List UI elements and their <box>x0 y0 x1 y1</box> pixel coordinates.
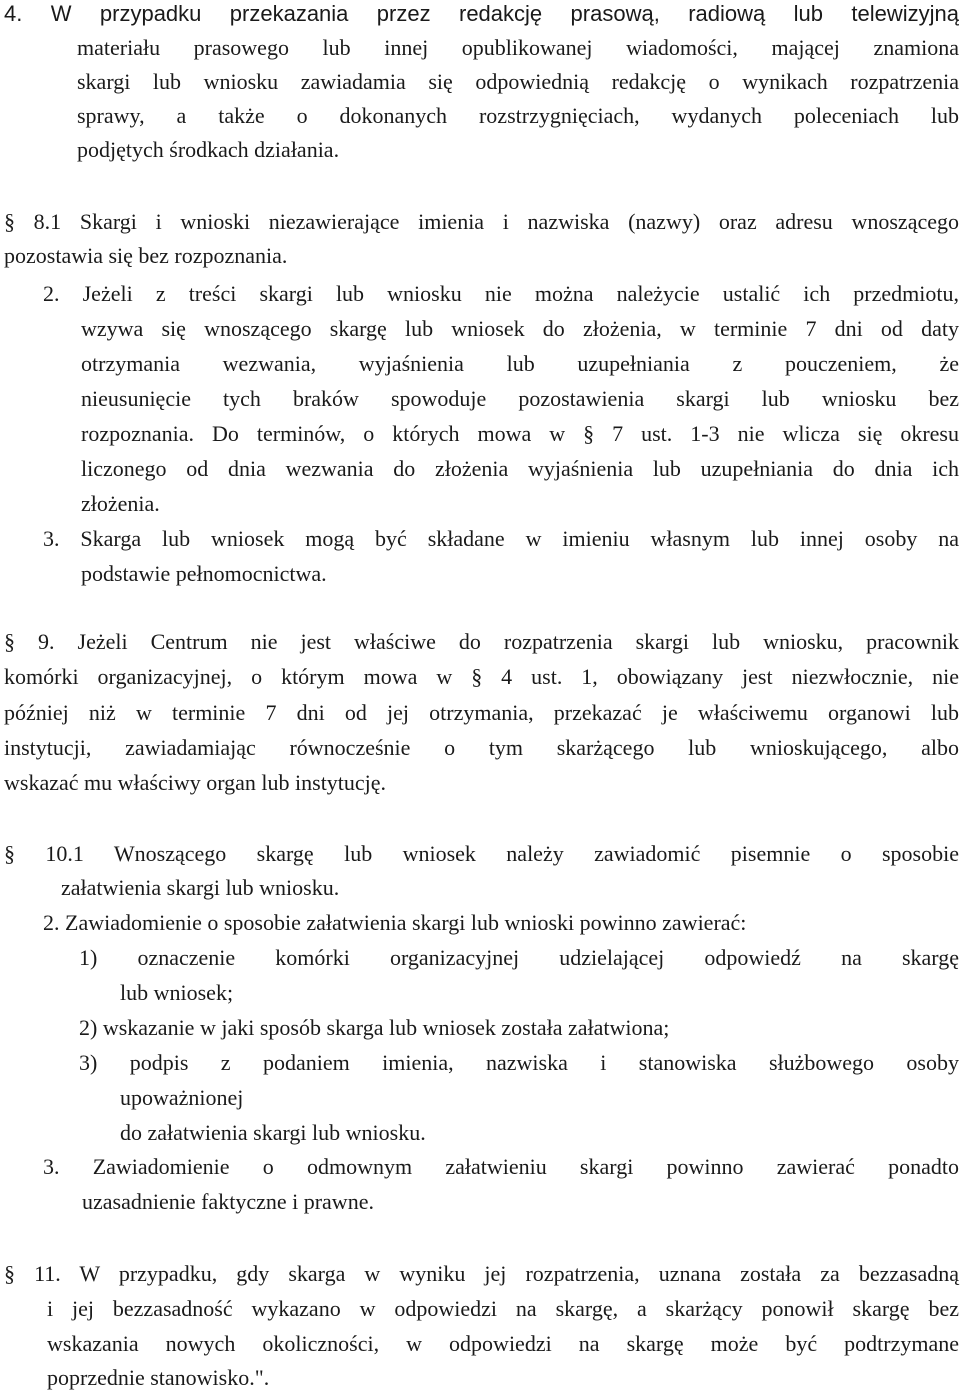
paragraph-line: później niż w terminie 7 dni od jej otrzymania, przekazać je właściwemu organowi lub <box>4 700 959 725</box>
paragraph-line: poprzednie stanowisko.". <box>47 1365 270 1390</box>
list-item: 2) wskazanie w jaki sposób skarga lub wniosek została załatwiona; <box>79 1015 670 1040</box>
paragraph-line: sprawy, a także o dokonanych rozstrzygnięciach, wydanych poleceniach lub <box>77 103 959 128</box>
paragraph-line: wskazać mu właściwy organ lub instytucję. <box>4 770 387 795</box>
section-heading-line: § 11. W przypadku, gdy skarga w wyniku jej rozpatrzenia, uznana została za bezzasadną <box>4 1261 959 1286</box>
paragraph-line: 4. W przypadku przekazania przez redakcję prasową, radiową lub telewizyjną <box>4 1 959 26</box>
paragraph-line: złożenia. <box>81 491 160 516</box>
section-heading-line: § 9. Jeżeli Centrum nie jest właściwe do rozpatrzenia skargi lub wniosku, pracownik <box>4 629 959 654</box>
list-item: 1) oznaczenie komórki organizacyjnej udzielającej odpowiedź na skargę <box>79 945 959 970</box>
paragraph-line: podstawie pełnomocnictwa. <box>81 561 327 586</box>
paragraph-line: komórki organizacyjnej, o którym mowa w § 4 ust. 1, obowiązany jest niezwłocznie, nie <box>4 664 959 689</box>
paragraph-line: 3. Skarga lub wniosek mogą być składane w imieniu własnym lub innej osoby na <box>43 526 959 551</box>
paragraph-line: nieusunięcie tych braków spowoduje pozostawienia skargi lub wniosku bez <box>81 386 959 411</box>
paragraph-line: 2. Jeżeli z treści skargi lub wniosku nie można należycie ustalić ich przedmiotu, <box>43 281 959 306</box>
list-item: 3) podpis z podaniem imienia, nazwiska i stanowiska służbowego osoby <box>79 1050 959 1075</box>
paragraph-line: i jej bezzasadność wykazano w odpowiedzi na skargę, a skarżący ponowił skargę bez <box>47 1296 959 1321</box>
list-item: lub wniosek; <box>120 980 234 1005</box>
paragraph-line: otrzymania wezwania, wyjaśnienia lub uzupełniania z pouczeniem, że <box>81 351 959 376</box>
paragraph-line: instytucji, zawiadamiając równocześnie o tym skarżącego lub wnioskującego, albo <box>4 735 959 760</box>
paragraph-line: pozostawia się bez rozpoznania. <box>4 243 288 268</box>
paragraph-line: rozpoznania. Do terminów, o których mowa w § 7 ust. 1-3 nie wlicza się okresu <box>81 421 959 446</box>
paragraph-line: 3. Zawiadomienie o odmownym załatwieniu skargi powinno zawierać ponadto <box>43 1154 959 1179</box>
paragraph-line: liczonego od dnia wezwania do złożenia wyjaśnienia lub uzupełniania do dnia ich <box>81 456 959 481</box>
paragraph-line: wzywa się wnoszącego skargę lub wniosek do złożenia, w terminie 7 dni od daty <box>81 316 959 341</box>
section-heading-line: § 10.1 Wnoszącego skargę lub wniosek należy zawiadomić pisemnie o sposobie <box>4 841 959 866</box>
paragraph-line: wskazania nowych okoliczności, w odpowiedzi na skargę może być podtrzymane <box>47 1331 959 1356</box>
paragraph-line: skargi lub wniosku zawiadamia się odpowiednią redakcję o wynikach rozpatrzenia <box>77 69 959 94</box>
paragraph-line: materiału prasowego lub innej opublikowanej wiadomości, mającej znamiona <box>77 35 959 60</box>
list-item: upoważnionej <box>120 1085 244 1110</box>
paragraph-line: 2. Zawiadomienie o sposobie załatwienia skargi lub wnioski powinno zawierać: <box>43 910 747 935</box>
section-heading-line: § 8.1 Skargi i wnioski niezawierające imienia i nazwiska (nazwy) oraz adresu wnoszącego <box>4 209 959 234</box>
paragraph-line: uzasadnienie faktyczne i prawne. <box>82 1189 374 1214</box>
paragraph-line: załatwienia skargi lub wniosku. <box>61 875 340 900</box>
list-item: do załatwienia skargi lub wniosku. <box>120 1120 426 1145</box>
paragraph-line: podjętych środkach działania. <box>77 137 340 162</box>
